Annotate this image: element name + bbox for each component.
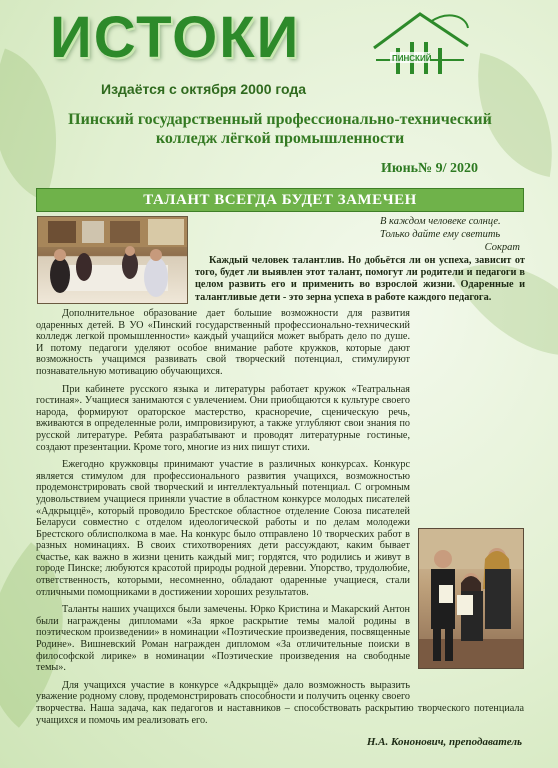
paragraph: Для учащихся участие в конкурсе «Адкрыццё» дало возможность выразить уважение родному слову, продемонстрировать способности и получить оценку своего творчества. Наша задача, как педагогов и наставников – способствовать раскрытию творческого потенциала учащихся и помочь им реализовать его. bbox=[36, 679, 524, 726]
article-headline: ТАЛАНТ ВСЕГДА БУДЕТ ЗАМЕЧЕН bbox=[36, 188, 524, 212]
college-logo bbox=[368, 8, 474, 76]
awardees-photo-drawing bbox=[419, 529, 523, 668]
classroom-photo bbox=[37, 216, 188, 304]
newspaper-title: ИСТОКИ bbox=[50, 5, 301, 70]
author-signature: Н.А. Кононович, преподаватель bbox=[366, 736, 522, 748]
since-line: Издаётся с октября 2000 года bbox=[101, 81, 307, 97]
college-name: Пинский государственный профессионально-технический колледж лёгкой промышленности bbox=[68, 111, 492, 147]
epigraph-author: Сократ bbox=[484, 242, 520, 253]
lead-paragraph: Каждый человек талантлив. Но добьётся ли он успеха, зависит от того, будет ли выявлен этот талант, помогут ли родители и педагоги в целом развить его и применить во взрослой жизни. Одаренные и талантливые дети - это зерна успеха в работе каждого педагога. bbox=[195, 255, 525, 303]
epigraph-line: Только дайте ему светить bbox=[380, 229, 501, 240]
paragraph: Ежегодно кружковцы принимают участие в различных конкурсах. Конкурс является стимулом для профессионального развития учащихся, возможностью продемонстрировать свой творческий и интеллектуальный потенциал. С огромным удовольствием учащиеся приняли участие в областном конкурсе молодых писателей «Адкрыццё», который проводило Брестское областное отделение Союза писателей Беларуси совместно с отделом идеологической работы и по делам молодежи Брестского облисполкома в мае. На конкурс было отправлено 10 творческих работ в разных номинациях. В своих стихотворениях дети рассуждают, каким бывает счастье, как важно в жизни ценить каждый миг; гордятся, что родились и живут в городе Пинске; любуются красотой природы родной деревни. Упорство, трудолюбие, ответственность, которыми, несомненно, обладают одаренные учащиеся, стали отличными помощниками в достижении хороших результатов. bbox=[36, 459, 410, 598]
paragraph: При кабинете русского языка и литературы работает кружок «Театральная гостиная». Учащиеся занимаются с увлечением. Они приобщаются к культуре своего народа, формируют ораторское мастерство, красноречие, сценическую речь, вживаются в определенные роли, импровизируют, а также углубляют свои знания по русской литературе. Ребята разрабатывают и проводят литературные гостиные, создают презентации. Кроме того, многие из них пишут стихи. bbox=[36, 383, 410, 453]
logo-text: ПИНСКИЙ bbox=[392, 54, 432, 63]
issue-number: Июнь№ 9/ 2020 bbox=[380, 161, 478, 176]
epigraph-line: В каждом человеке солнце. bbox=[380, 216, 501, 227]
paragraph: Таланты наших учащихся были замечены. Юрко Кристина и Макарский Антон были награждены дипломами «За яркое раскрытие темы малой родины в поэтическом произведении» в номинации «Поэтические произведения, посвященные Родине». Вишневский Роман награжден дипломом «За отличительные поиски в философской лирике» в номинации «Поэтические произведения на свободные темы». bbox=[36, 604, 410, 674]
paragraph: Дополнительное образование дает большие возможности для развития одаренных детей. В УО «Пинский государственный профессионально-технический колледж легкой промышленности» каждый учащийся может выбрать дело по душе. И потому педагоги уделяют особое внимание работе кружков, которые дают возможность учащимся развивать свой творческий потенциал, стимулируют познавательную мотивацию обучающихся. bbox=[36, 308, 410, 377]
awardees-photo bbox=[418, 528, 524, 669]
epigraph bbox=[380, 215, 520, 254]
classroom-photo-drawing bbox=[38, 217, 187, 303]
